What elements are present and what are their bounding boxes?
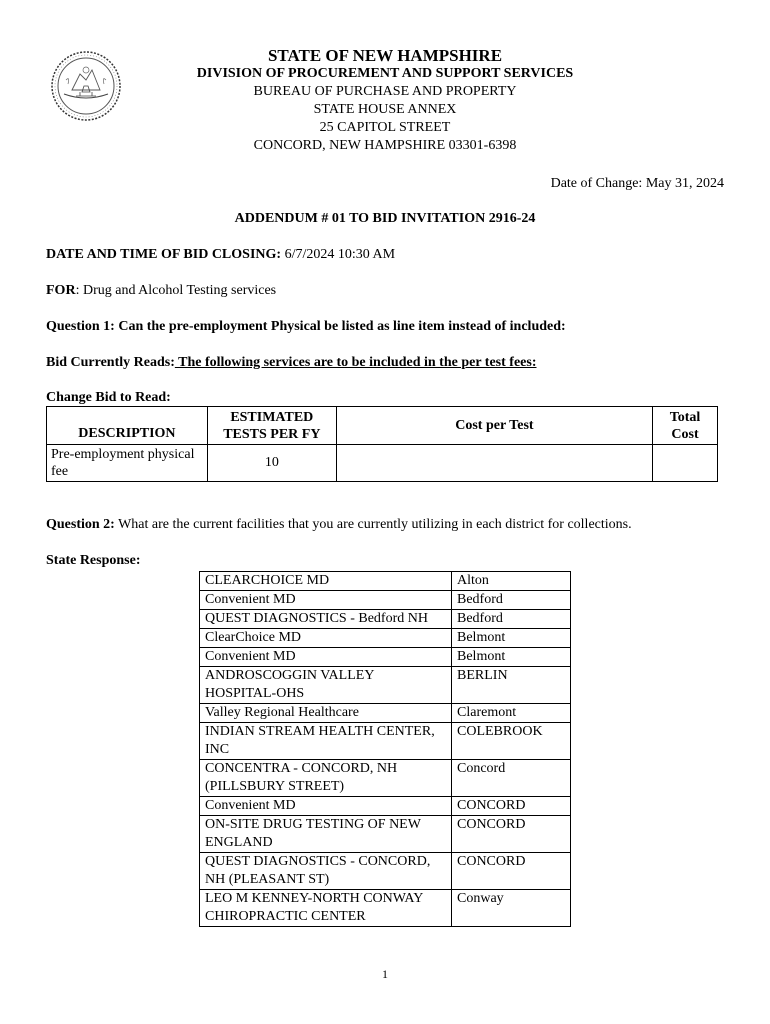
facility-name: INDIAN STREAM HEALTH CENTER, INC	[200, 723, 452, 760]
header-division: DIVISION OF PROCUREMENT AND SUPPORT SERVICES	[196, 66, 574, 81]
pricing-table	[46, 406, 718, 482]
cell-cost-per-test[interactable]	[336, 445, 652, 482]
col-header-description: DESCRIPTION	[47, 407, 208, 445]
facility-name: CONCENTRA - CONCORD, NH (PILLSBURY STREET)	[200, 760, 452, 797]
facility-row	[200, 853, 571, 890]
facility-row	[200, 890, 571, 927]
bid-reads-label: Bid Currently Reads:	[46, 355, 175, 370]
header-annex: STATE HOUSE ANNEX	[313, 102, 457, 117]
col-header-estimated: ESTIMATED TESTS PER FY	[207, 407, 336, 445]
addendum-title: ADDENDUM # 01 TO BID INVITATION 2916-24	[234, 211, 536, 226]
pricing-table-row	[47, 445, 718, 482]
facility-row	[200, 667, 571, 704]
facility-row	[200, 816, 571, 853]
for-value: : Drug and Alcohol Testing services	[75, 283, 277, 298]
col-header-cost-per-test: Cost per Test	[336, 407, 652, 445]
bid-reads-value: The following services are to be included in the per test fees:	[174, 355, 537, 370]
facility-name: ANDROSCOGGIN VALLEY HOSPITAL-OHS	[200, 667, 452, 704]
letterhead	[0, 47, 770, 155]
facility-name: Convenient MD	[200, 648, 452, 667]
cell-description: Pre-employment physical fee	[47, 445, 208, 482]
question-2	[46, 517, 632, 533]
facility-row	[200, 572, 571, 591]
state-response-label: State Response:	[46, 553, 141, 568]
facility-name: ClearChoice MD	[200, 629, 452, 648]
date-of-change: Date of Change: May 31, 2024	[550, 176, 724, 191]
header-bureau: BUREAU OF PURCHASE AND PROPERTY	[253, 84, 517, 99]
question-1: Question 1: Can the pre-employment Physical be listed as line item instead of included:	[46, 319, 566, 334]
col-header-total-cost: Total Cost	[653, 407, 718, 445]
facility-name: LEO M KENNEY-NORTH CONWAY CHIROPRACTIC CENTER	[200, 890, 452, 927]
facility-name: QUEST DIAGNOSTICS - Bedford NH	[200, 610, 452, 629]
for-label: FOR	[46, 283, 76, 298]
cell-total-cost[interactable]	[653, 445, 718, 482]
facility-row	[200, 610, 571, 629]
facility-location: Belmont	[452, 648, 571, 667]
facility-location: BERLIN	[452, 667, 571, 704]
facility-row	[200, 629, 571, 648]
facilities-table	[199, 571, 571, 927]
facility-location: Bedford	[452, 591, 571, 610]
bid-closing-value: 6/7/2024 10:30 AM	[281, 247, 396, 262]
bid-closing-label: DATE AND TIME OF BID CLOSING:	[46, 247, 282, 262]
facility-row	[200, 723, 571, 760]
facilities-table-body	[200, 572, 571, 927]
facility-location: Bedford	[452, 610, 571, 629]
header-city: CONCORD, NEW HAMPSHIRE 03301-6398	[253, 138, 517, 153]
facility-location: CONCORD	[452, 853, 571, 890]
facility-name: Valley Regional Healthcare	[200, 704, 452, 723]
facility-name: QUEST DIAGNOSTICS - CONCORD, NH (PLEASANT ST)	[200, 853, 452, 890]
header-street: 25 CAPITOL STREET	[319, 120, 451, 135]
page-number: 1	[382, 967, 388, 981]
facility-location: Conway	[452, 890, 571, 927]
facility-name: ON-SITE DRUG TESTING OF NEW ENGLAND	[200, 816, 452, 853]
facility-name: Convenient MD	[200, 591, 452, 610]
facility-row	[200, 797, 571, 816]
facility-location: Concord	[452, 760, 571, 797]
cell-estimated: 10	[207, 445, 336, 482]
question-2-text: What are the current facilities that you are currently utilizing in each district for collections.	[114, 517, 632, 532]
change-bid-label: Change Bid to Read:	[46, 390, 171, 405]
facility-location: Belmont	[452, 629, 571, 648]
for-line	[46, 283, 276, 299]
facility-row	[200, 704, 571, 723]
bid-currently-reads	[46, 355, 537, 371]
facility-location: Alton	[452, 572, 571, 591]
header-state: STATE OF NEW HAMPSHIRE	[267, 46, 503, 65]
facility-location: CONCORD	[452, 816, 571, 853]
facility-location: Claremont	[452, 704, 571, 723]
facility-row	[200, 591, 571, 610]
bid-closing	[46, 247, 395, 263]
facility-location: CONCORD	[452, 797, 571, 816]
facility-row	[200, 760, 571, 797]
facility-name: Convenient MD	[200, 797, 452, 816]
pricing-table-header-row	[47, 407, 718, 445]
question-2-label: Question 2:	[46, 517, 115, 532]
facility-name: CLEARCHOICE MD	[200, 572, 452, 591]
facility-row	[200, 648, 571, 667]
facility-location: COLEBROOK	[452, 723, 571, 760]
